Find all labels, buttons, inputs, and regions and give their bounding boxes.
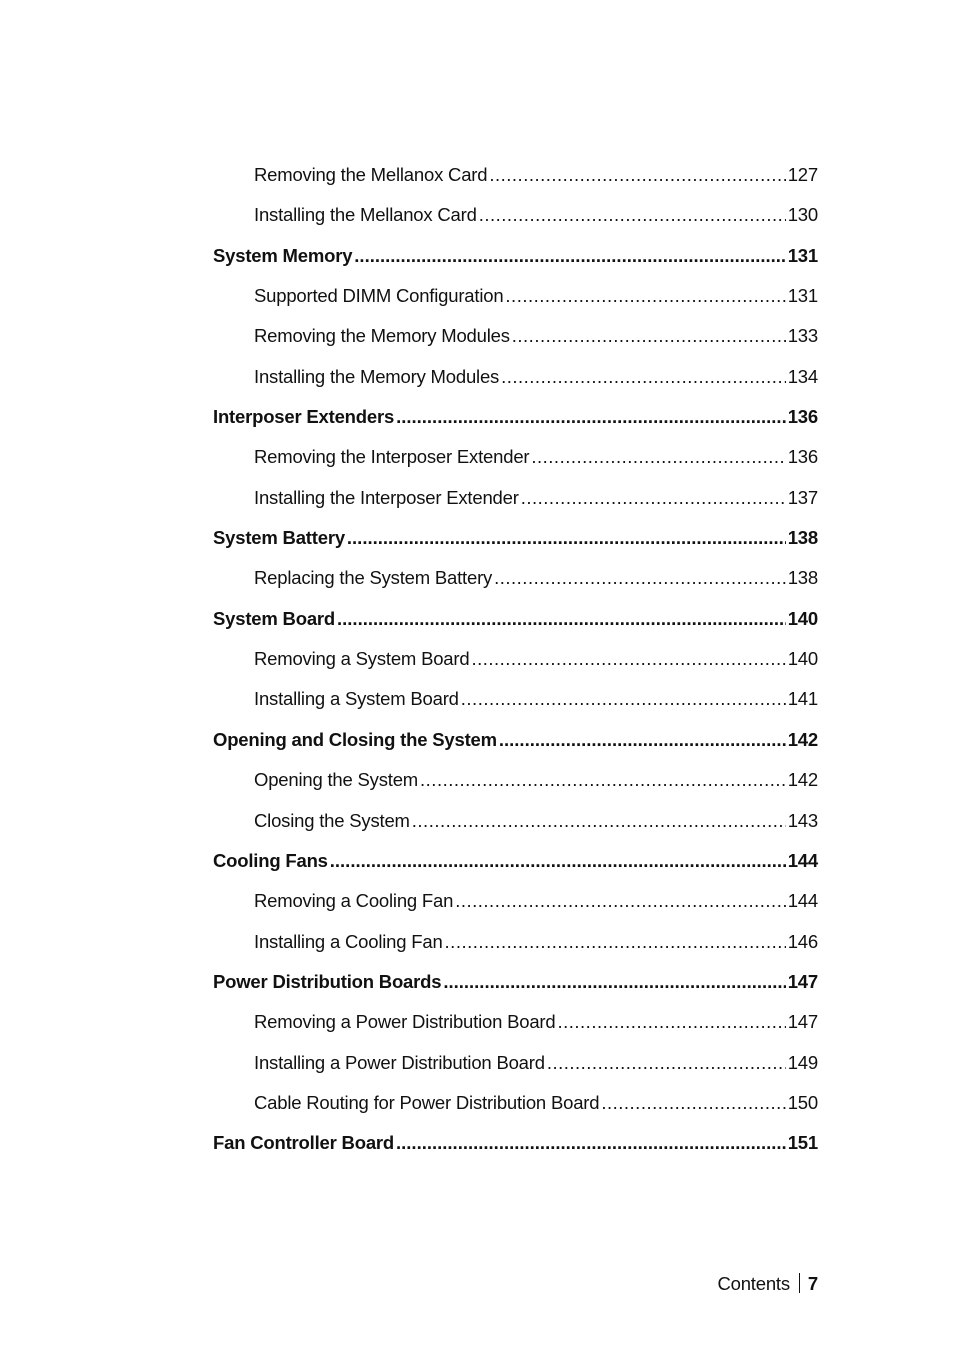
toc-section-entry[interactable] [213, 1123, 818, 1163]
toc-entry-title: Replacing the System Battery [254, 567, 493, 589]
toc-entry-title: Interposer Extenders [213, 406, 395, 428]
toc-entry-page-number: 127 [787, 164, 818, 185]
page-footer [717, 1271, 818, 1297]
toc-entry-title: Cable Routing for Power Distribution Board [254, 1091, 600, 1113]
toc-entry-page-number: 147 [787, 1011, 818, 1033]
toc-entry-page-number: 134 [787, 365, 818, 387]
footer-page-number: 7 [807, 1273, 818, 1294]
footer-section-label: Contents [717, 1273, 790, 1294]
toc-entry-page-number: 146 [787, 930, 818, 952]
dot-leader [501, 357, 786, 397]
toc-subsection-entry[interactable] [213, 558, 818, 598]
toc-entry-title: Opening and Closing the System [213, 728, 497, 750]
toc-subsection-entry[interactable] [213, 881, 818, 921]
toc-entry-title: Closing the System [254, 809, 410, 831]
toc-entry-page-number: 144 [787, 849, 818, 871]
toc-entry-title: System Battery [213, 527, 345, 549]
toc-section-entry[interactable] [213, 518, 818, 558]
toc-entry-page-number: 142 [787, 728, 818, 750]
dot-leader [489, 155, 785, 195]
dot-leader [347, 518, 786, 558]
toc-entry-page-number: 140 [787, 607, 818, 629]
toc-entry-page-number: 142 [787, 769, 818, 791]
toc-entry-title: System Memory [213, 244, 353, 266]
toc-entry-title: Supported DIMM Configuration [254, 285, 504, 307]
dot-leader [512, 316, 786, 356]
dot-leader [455, 881, 786, 921]
toc-subsection-entry[interactable] [213, 1043, 818, 1083]
toc-subsection-entry[interactable] [213, 639, 818, 679]
dot-leader [479, 195, 786, 235]
toc-entry-page-number: 133 [787, 325, 818, 347]
toc-entry-title: Removing the Mellanox Card [254, 164, 488, 185]
toc-entry-page-number: 151 [787, 1132, 818, 1154]
table-of-contents [213, 155, 818, 1164]
toc-section-entry[interactable] [213, 962, 818, 1002]
dot-leader [443, 962, 785, 1002]
toc-entry-page-number: 138 [787, 527, 818, 549]
toc-subsection-entry[interactable] [213, 316, 818, 356]
toc-entry-page-number: 138 [787, 567, 818, 589]
toc-entry-page-number: 140 [787, 648, 818, 670]
toc-entry-title: Removing the Memory Modules [254, 325, 510, 347]
dot-leader [412, 801, 786, 841]
toc-entry-page-number: 131 [787, 285, 818, 307]
dot-leader [531, 437, 785, 477]
dot-leader [420, 760, 786, 800]
toc-entry-title: Removing the Interposer Extender [254, 446, 530, 468]
toc-entry-title: Installing the Memory Modules [254, 365, 500, 387]
toc-subsection-entry[interactable] [213, 801, 818, 841]
dot-leader [471, 639, 785, 679]
dot-leader [330, 841, 786, 881]
dot-leader [461, 679, 786, 719]
dot-leader [494, 558, 786, 598]
toc-section-entry[interactable] [213, 841, 818, 881]
toc-entry-page-number: 147 [787, 970, 818, 992]
dot-leader [505, 276, 785, 316]
toc-subsection-entry[interactable] [213, 1002, 818, 1042]
toc-subsection-entry[interactable] [213, 437, 818, 477]
dot-leader [547, 1043, 786, 1083]
dot-leader [396, 1123, 786, 1163]
toc-entry-title: Fan Controller Board [213, 1132, 395, 1154]
toc-entry-title: Installing a System Board [254, 688, 459, 710]
toc-entry-title: Installing the Mellanox Card [254, 204, 477, 226]
toc-subsection-entry[interactable] [213, 679, 818, 719]
toc-entry-title: Removing a Power Distribution Board [254, 1011, 556, 1033]
dot-leader [445, 922, 786, 962]
toc-entry-page-number: 149 [787, 1051, 818, 1073]
toc-subsection-entry[interactable] [213, 357, 818, 397]
toc-entry-page-number: 136 [787, 446, 818, 468]
toc-entry-title: Installing the Interposer Extender [254, 486, 519, 508]
toc-entry-title: Cooling Fans [213, 849, 328, 871]
toc-subsection-entry[interactable] [213, 195, 818, 235]
toc-entry-title: System Board [213, 607, 336, 629]
toc-entry-page-number: 150 [787, 1091, 818, 1113]
toc-subsection-entry[interactable] [213, 922, 818, 962]
toc-entry-title: Power Distribution Boards [213, 970, 442, 992]
dot-leader [601, 1083, 785, 1123]
toc-entry-title: Removing a System Board [254, 648, 470, 670]
toc-entry-title: Installing a Cooling Fan [254, 930, 443, 952]
dot-leader [354, 236, 785, 276]
toc-subsection-entry[interactable] [213, 276, 818, 316]
toc-entry-title: Opening the System [254, 769, 419, 791]
dot-leader [521, 478, 786, 518]
toc-subsection-entry[interactable] [213, 155, 818, 195]
footer-separator [799, 1273, 800, 1293]
toc-section-entry[interactable] [213, 599, 818, 639]
toc-entry-page-number: 143 [787, 809, 818, 831]
toc-subsection-entry[interactable] [213, 1083, 818, 1123]
dot-leader [396, 397, 786, 437]
toc-section-entry[interactable] [213, 720, 818, 760]
toc-entry-page-number: 137 [787, 486, 818, 508]
dot-leader [557, 1002, 785, 1042]
toc-entry-title: Removing a Cooling Fan [254, 890, 454, 912]
toc-entry-page-number: 136 [787, 406, 818, 428]
toc-entry-title: Installing a Power Distribution Board [254, 1051, 545, 1073]
toc-entry-page-number: 141 [787, 688, 818, 710]
toc-subsection-entry[interactable] [213, 760, 818, 800]
toc-entry-page-number: 131 [787, 244, 818, 266]
dot-leader [499, 720, 786, 760]
toc-section-entry[interactable] [213, 236, 818, 276]
dot-leader [337, 599, 786, 639]
toc-subsection-entry[interactable] [213, 478, 818, 518]
toc-entry-page-number: 130 [787, 204, 818, 226]
toc-entry-page-number: 144 [787, 890, 818, 912]
toc-section-entry[interactable] [213, 397, 818, 437]
